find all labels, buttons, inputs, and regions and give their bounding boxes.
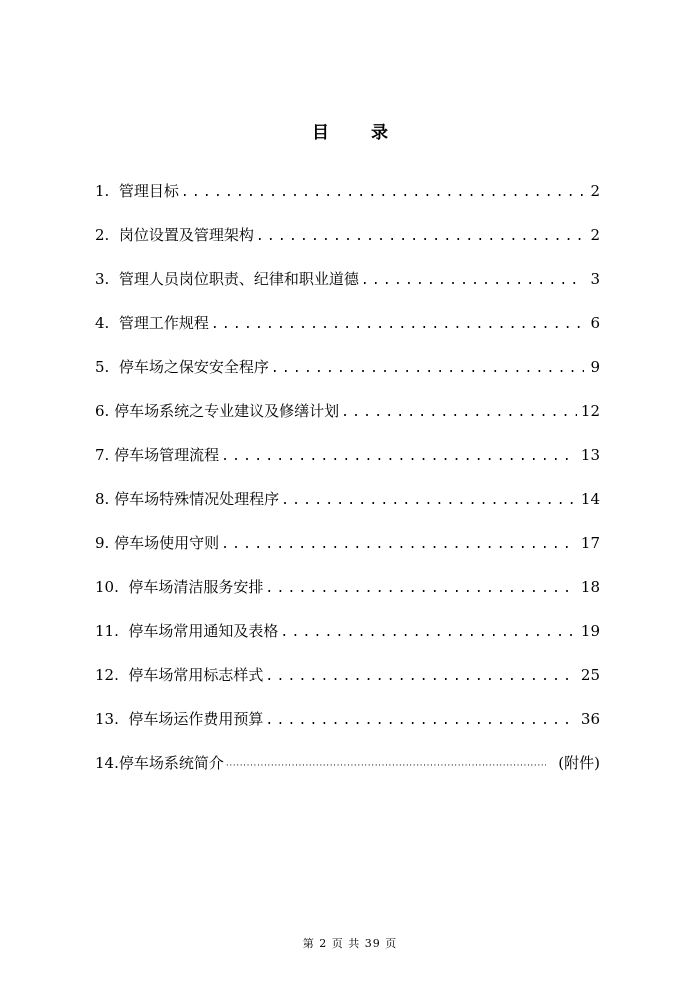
toc-entry-number: 1.	[95, 182, 119, 200]
toc-entry-title: 停车场常用通知及表格	[128, 622, 279, 640]
toc-entry-page: 14	[580, 490, 600, 508]
toc-entry-title: 管理目标	[118, 182, 179, 200]
toc-entry[interactable]	[95, 664, 600, 708]
toc-entry-page: 25	[580, 666, 600, 684]
toc-entry-page: 2	[590, 182, 600, 200]
toc-entry[interactable]	[95, 620, 600, 664]
toc-entry-page: 9	[590, 358, 600, 376]
dot-leader	[271, 358, 584, 380]
toc-entry-page: 6	[590, 314, 600, 332]
toc-entry[interactable]	[95, 268, 600, 312]
toc-entry-number: 3.	[95, 270, 119, 288]
toc-entry[interactable]	[95, 400, 600, 444]
toc-entry-page: 18	[580, 578, 600, 596]
toc-entry-title: 停车场清洁服务安排	[128, 578, 264, 596]
page-title	[0, 118, 700, 143]
toc-entry-page: (附件)	[558, 754, 600, 772]
toc-entry-number: 5.	[95, 358, 119, 376]
dot-leader	[280, 622, 576, 644]
dot-leader	[226, 755, 546, 777]
toc-entry[interactable]	[95, 224, 600, 268]
toc-entry[interactable]	[95, 312, 600, 356]
dot-leader	[265, 710, 576, 732]
toc-entry-title: 停车场系统简介	[118, 754, 224, 772]
toc-entry-number: 12.	[95, 666, 129, 684]
dot-leader	[181, 182, 584, 204]
toc-entry-title: 停车场使用守则	[114, 534, 220, 552]
dot-leader	[281, 490, 577, 512]
dot-leader	[256, 226, 584, 248]
toc-entry-page: 3	[590, 270, 600, 288]
toc-entry-title: 停车场之保安安全程序	[118, 358, 269, 376]
toc-entry-number: 13.	[95, 710, 129, 728]
title-char-left: 目	[312, 123, 329, 143]
toc-entry-page: 19	[580, 622, 600, 640]
dot-leader	[341, 402, 577, 424]
toc-entry-number: 8.	[95, 490, 115, 508]
toc-entry-page: 17	[580, 534, 600, 552]
dot-leader	[221, 446, 577, 468]
toc-entry-attachment[interactable]	[95, 752, 600, 796]
toc-entry-title: 管理工作规程	[118, 314, 209, 332]
toc-entry[interactable]	[95, 488, 600, 532]
toc-entry-page: 13	[580, 446, 600, 464]
dot-leader	[211, 314, 584, 336]
toc-entry[interactable]	[95, 532, 600, 576]
toc-entry-title: 停车场常用标志样式	[128, 666, 264, 684]
dot-leader	[221, 534, 577, 556]
toc-entry-title: 管理人员岗位职责、纪律和职业道德	[118, 270, 359, 288]
toc-entry[interactable]	[95, 180, 600, 224]
toc-entry[interactable]	[95, 576, 600, 620]
toc-entry-number: 4.	[95, 314, 119, 332]
title-char-right: 录	[371, 123, 388, 143]
toc-entry-number: 14.	[95, 754, 119, 772]
toc-entry-title: 停车场管理流程	[114, 446, 220, 464]
toc-entry[interactable]	[95, 444, 600, 488]
dot-leader	[361, 270, 584, 292]
toc-entry-number: 7.	[95, 446, 115, 464]
toc-entry-title: 停车场特殊情况处理程序	[114, 490, 280, 508]
toc-entry-number: 11.	[95, 622, 129, 640]
toc-entry[interactable]	[95, 708, 600, 752]
toc-entry-number: 10.	[95, 578, 129, 596]
toc-entry-number: 6.	[95, 402, 115, 420]
dot-leader	[265, 666, 576, 688]
toc-entry-number: 2.	[95, 226, 119, 244]
dot-leader	[265, 578, 576, 600]
table-of-contents	[95, 180, 600, 796]
toc-entry-number: 9.	[95, 534, 115, 552]
toc-entry-page: 2	[590, 226, 600, 244]
toc-entry-page: 36	[580, 710, 600, 728]
toc-entry-page: 12	[580, 402, 600, 420]
page-footer: 第 2 页 共 39 页	[302, 937, 398, 950]
toc-entry-title: 停车场系统之专业建议及修缮计划	[114, 402, 340, 420]
toc-entry-title: 岗位设置及管理架构	[118, 226, 254, 244]
toc-entry[interactable]	[95, 356, 600, 400]
toc-entry-title: 停车场运作费用预算	[128, 710, 264, 728]
